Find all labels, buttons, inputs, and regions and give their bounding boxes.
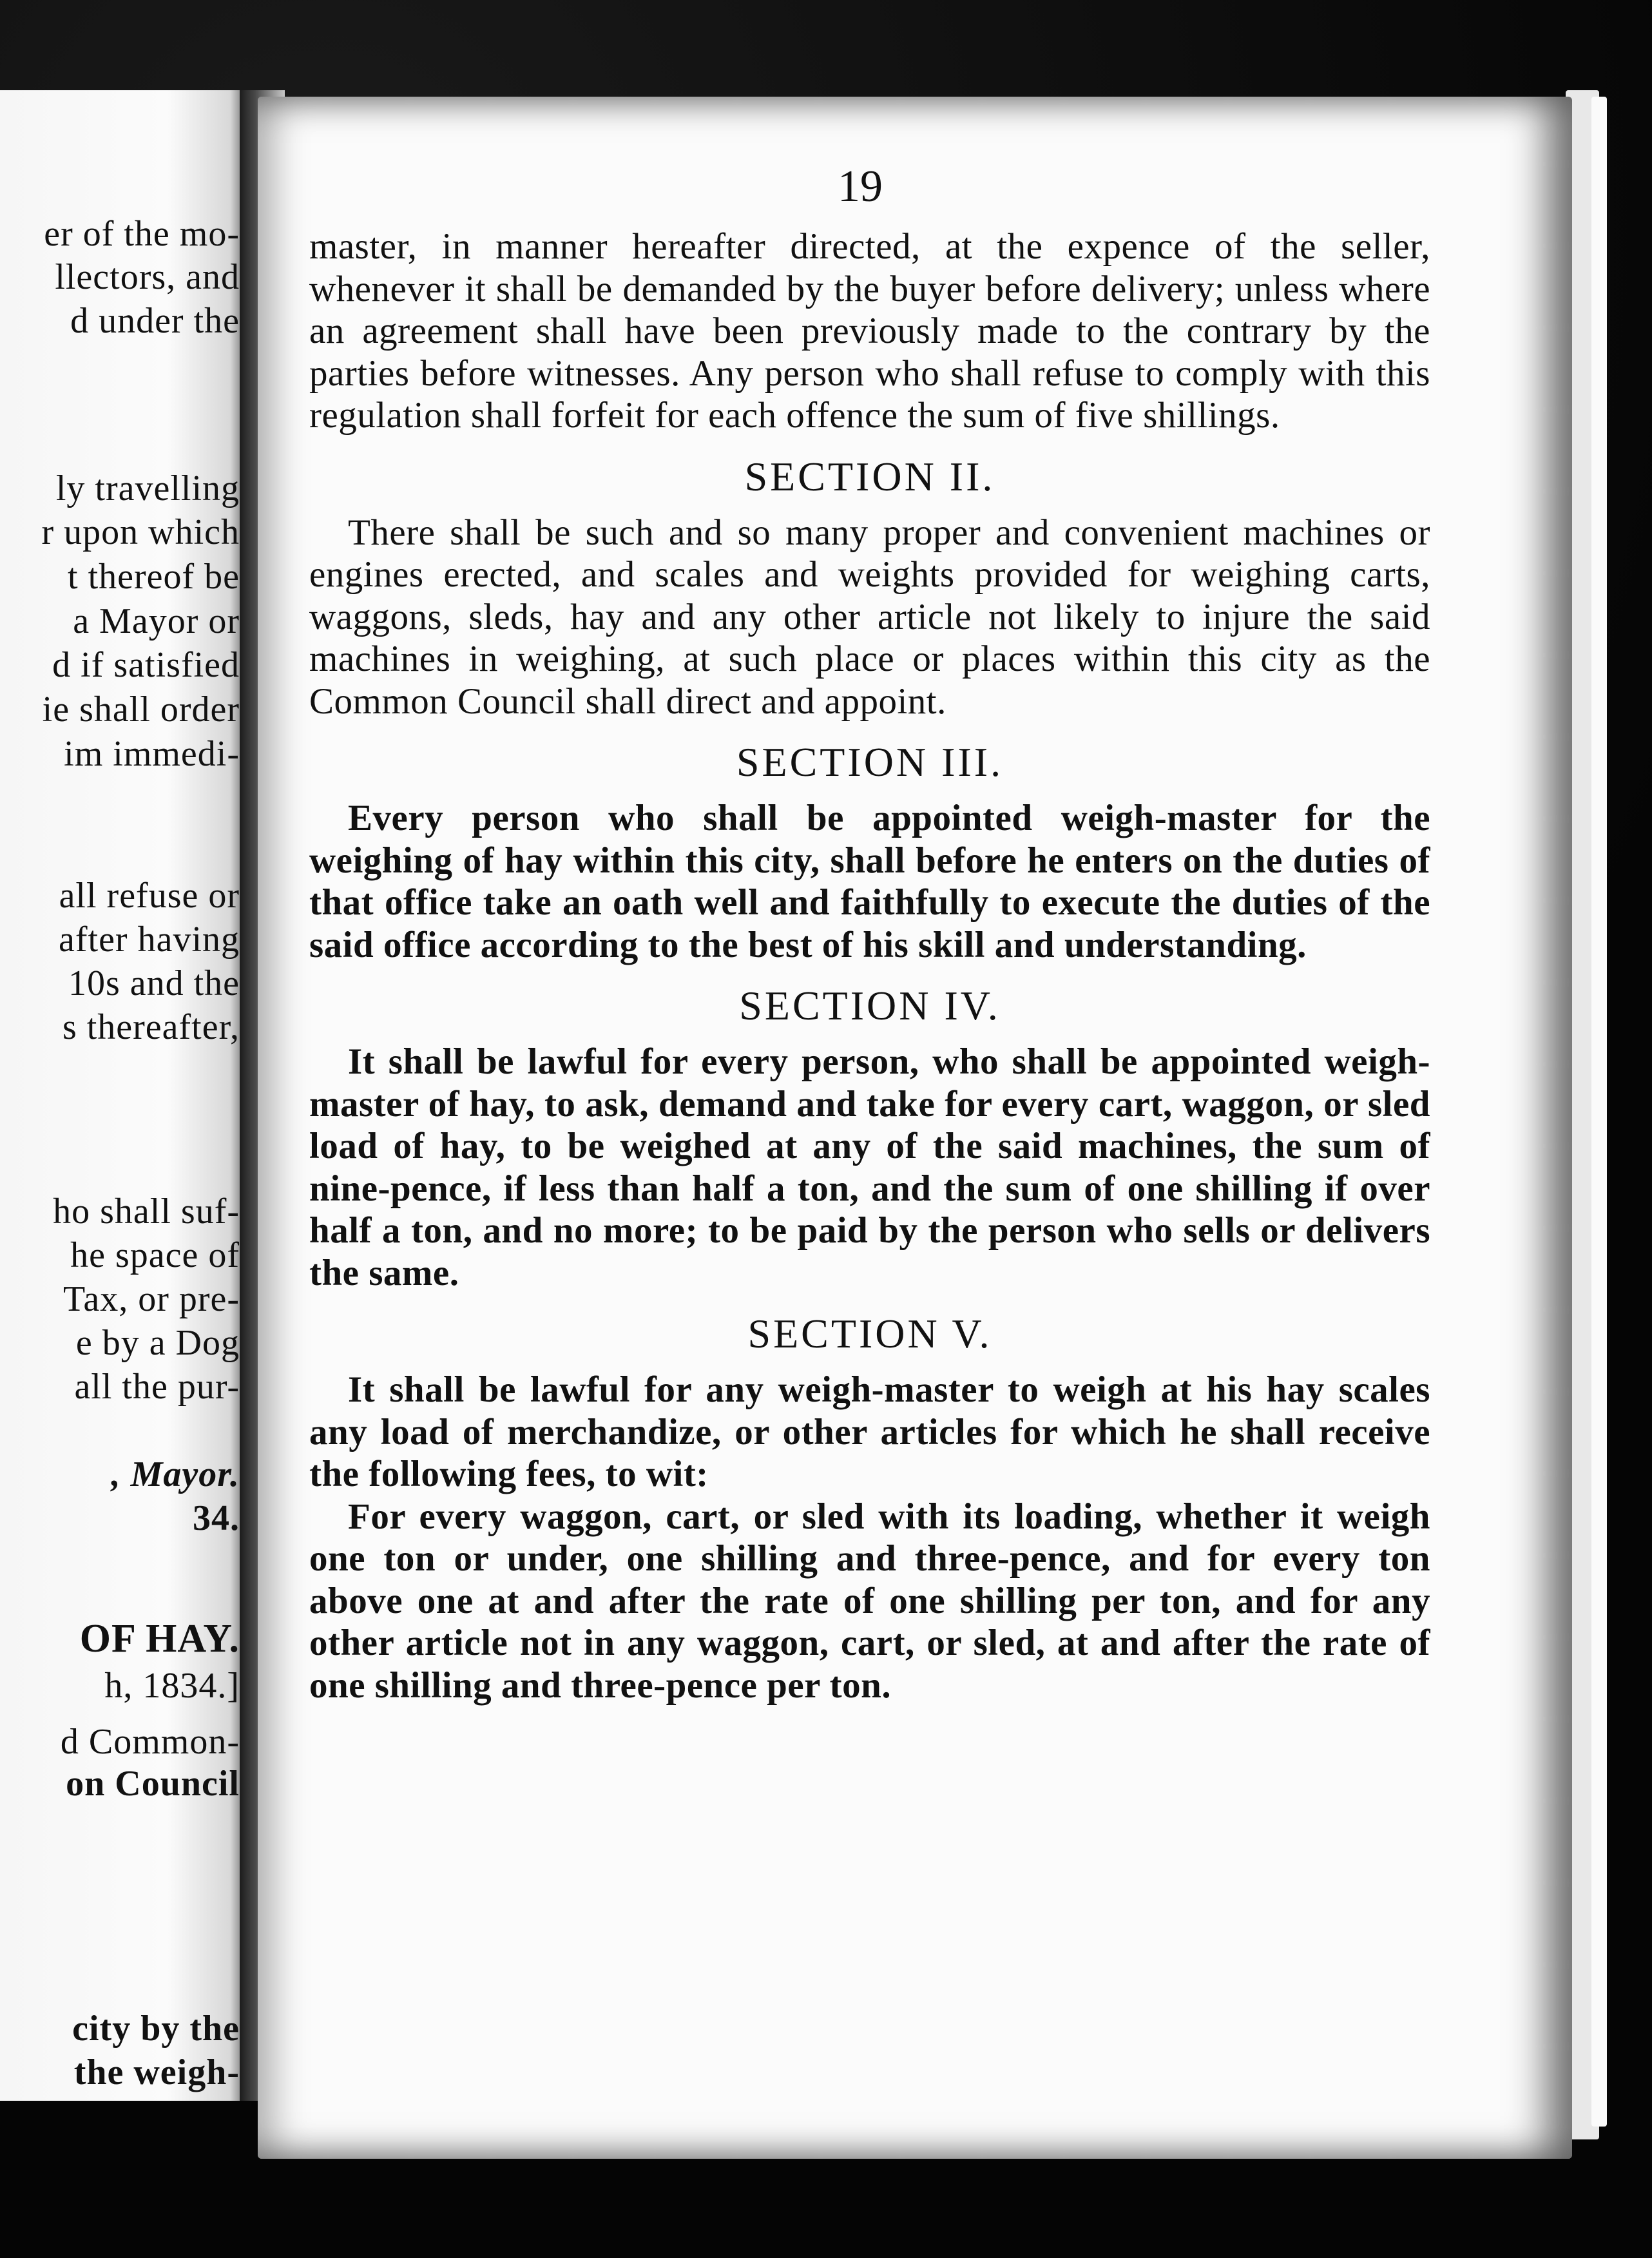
left-page-line: OF HAY.	[79, 1617, 240, 1661]
left-page-line: im immedi-	[64, 734, 240, 774]
left-page-line: s thereafter,	[62, 1007, 240, 1047]
left-page-line: ly travelling	[55, 468, 240, 508]
left-page-line: 34.	[193, 1498, 240, 1538]
left-page-line: ho shall suf-	[53, 1192, 240, 1231]
left-page-line: all the pur-	[74, 1367, 240, 1407]
section-paragraph: There shall be such and so many proper and convenient machines or engines erected, and scales and weights provided for weighing carts, waggons, sleds, hay and any other article not likely to injure the said machines in weighing, at such place or places within this city as the Common Council shall direct and appoint.	[309, 512, 1430, 722]
section-heading: SECTION V.	[747, 1311, 992, 1356]
section-heading: SECTION III.	[736, 739, 1004, 785]
left-page-line: d under the	[70, 301, 240, 341]
left-page-line: ie shall order	[42, 690, 240, 729]
section-heading: SECTION IV.	[739, 983, 1001, 1028]
left-page-line: d if satisfied	[52, 645, 240, 685]
page-body	[309, 226, 1430, 1706]
section-paragraph: Every person who shall be appointed weigh-master for the weighing of hay within this city, shall before he enters on the duties of that office take an oath well and faithfully to execute the duties of the said office according to the best of his skill and understanding.	[309, 798, 1430, 965]
left-page-line: t thereof be	[68, 557, 240, 597]
left-page-line: on Council	[66, 1764, 240, 1804]
page-edge	[1591, 97, 1607, 2127]
section-paragraph: It shall be lawful for every person, who shall be appointed weigh-master of hay, to ask, demand and take for every cart, waggon, or sled load of hay, to be weighed at any of the said machines, the sum of nine-pence, if less than half a ton, and the sum of one shilling if over half a ton, and no more; to be paid by the person who sells or delivers the same.	[309, 1041, 1430, 1293]
left-page-line: r upon which	[41, 512, 240, 552]
left-page-line: the weigh-	[73, 2052, 240, 2092]
intro-paragraph: master, in manner hereafter directed, at the expence of the seller, whenever it shall be demanded by the buyer before delivery; unless where an agreement shall have been previously made to the contrary by the parties before witnesses. Any person who shall refuse to comply with this regulation shall forfeit for each offence the sum of five shillings.	[309, 226, 1430, 436]
left-facing-page	[0, 90, 240, 2101]
left-page-line: he space of	[70, 1235, 240, 1275]
left-page-line: Tax, or pre-	[63, 1279, 240, 1319]
left-page-line: after having	[59, 920, 240, 960]
left-page-line: city by the	[72, 2009, 240, 2049]
left-page-line: er of the mo-	[44, 214, 240, 254]
left-page-line: a Mayor or	[73, 601, 240, 641]
left-page-line: 10s and the	[68, 963, 240, 1003]
page-number: 19	[838, 162, 883, 211]
section-heading: SECTION II.	[744, 453, 995, 499]
left-page-line: d Common-	[60, 1722, 240, 1762]
left-page-line: h, 1834.]	[104, 1666, 240, 1706]
section-paragraph: It shall be lawful for any weigh-master to weigh at his hay scales any load of merchandize, or other articles for which he shall receive the following fees, to wit:	[309, 1369, 1430, 1494]
section-paragraph: For every waggon, cart, or sled with its loading, whether it weigh one ton or under, one shilling and three-pence, and for every ton above one at and after the rate of one shilling per ton, and for any other article not in any waggon, cart, or sled, at and after the rate of one shilling and three-pence per ton.	[309, 1496, 1430, 1706]
left-page-line: llectors, and	[55, 257, 240, 297]
left-page-line: all refuse or	[59, 876, 240, 916]
left-page-line: , Mayor.	[111, 1454, 240, 1494]
left-page-line: e by a Dog	[75, 1323, 240, 1363]
